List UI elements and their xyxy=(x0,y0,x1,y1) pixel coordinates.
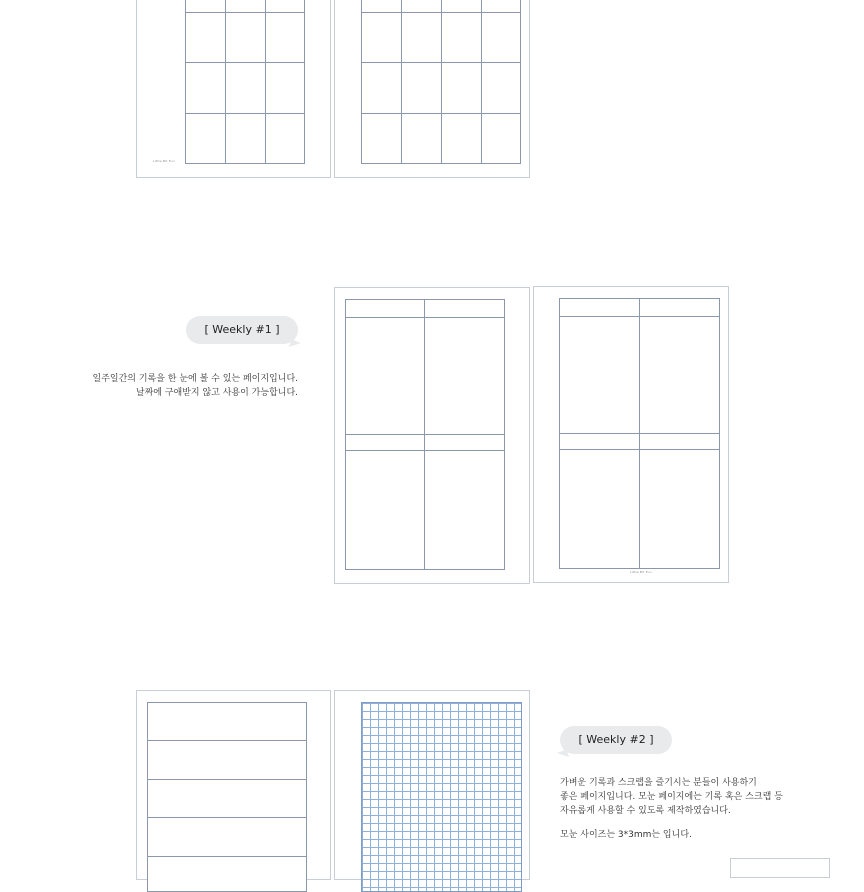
grid-table xyxy=(185,0,305,164)
notebook-right-page xyxy=(334,0,530,178)
description-line xyxy=(560,818,783,828)
weekly-2-title: [ Weekly #2 ] xyxy=(578,733,654,746)
weekly-1-description xyxy=(93,372,298,400)
notebook-left-page xyxy=(136,690,331,880)
description-line: 날짜에 구애받지 않고 사용이 가능합니다. xyxy=(135,388,298,398)
page-footer-label: Little Bit Fun xyxy=(630,570,652,574)
description-line: 일주일간의 기록을 한 눈에 볼 수 있는 페이지입니다. xyxy=(92,374,298,384)
description-line: 가벼운 기록과 스크랩을 즐기시는 분들이 사용하기 xyxy=(560,778,757,788)
weekly-grid xyxy=(559,298,720,569)
notebook-right-page xyxy=(334,690,530,880)
weekly-1-title: [ Weekly #1 ] xyxy=(204,323,280,336)
weekly-grid xyxy=(345,299,505,570)
notebook-left-page xyxy=(334,287,530,584)
notebook-left-page xyxy=(136,0,331,178)
notebook-right-page xyxy=(533,286,729,583)
description-line: 모눈 사이즈는 3*3mm는 입니다. xyxy=(560,830,692,840)
grid-table xyxy=(361,0,521,164)
weekly-2-description xyxy=(560,776,783,842)
weekly-1-speech-bubble xyxy=(186,316,298,344)
page-footer-label: Little Bit Fun xyxy=(153,159,175,163)
notebook-page-corner xyxy=(730,858,830,878)
description-line: 자유롭게 사용할 수 있도록 제작하였습니다. xyxy=(560,806,731,816)
description-line: 좋은 페이지입니다. 모눈 페이지에는 기록 혹은 스크랩 등 xyxy=(560,792,783,802)
weekly-2-speech-bubble xyxy=(560,726,672,754)
